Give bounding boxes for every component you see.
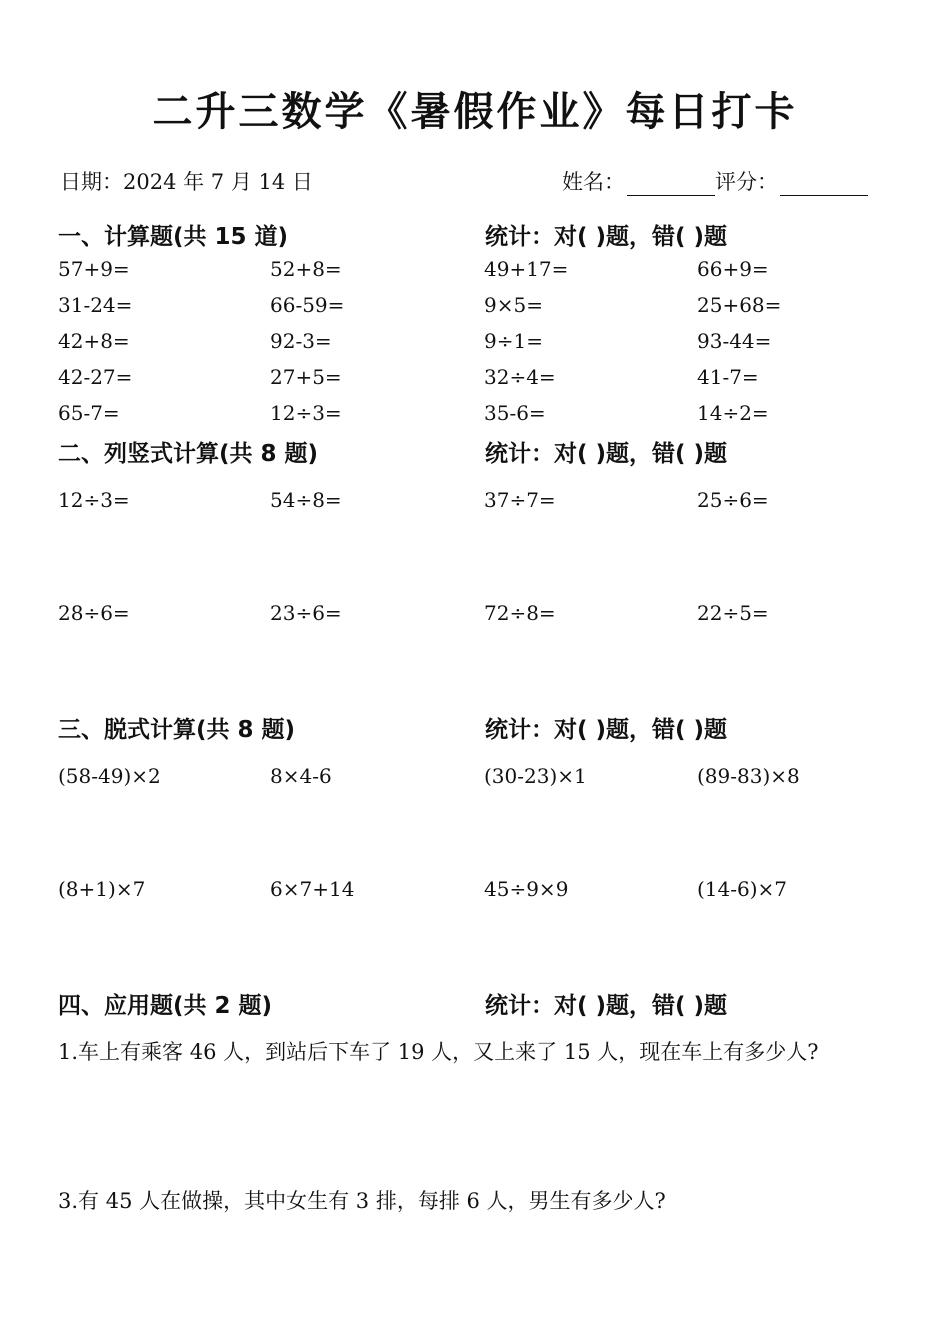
problem: 66-59= — [270, 293, 345, 317]
page-title: 二升三数学《暑假作业》每日打卡 — [152, 89, 798, 135]
score-label: 评分： — [715, 170, 778, 194]
problem: 65-7= — [58, 401, 120, 425]
problem: 42+8= — [58, 329, 130, 353]
problem: 92-3= — [270, 329, 332, 353]
problem: 49+17= — [484, 257, 569, 281]
problem: 12÷3= — [58, 488, 130, 512]
problem: 25+68= — [697, 293, 782, 317]
problem: 45÷9×9 — [484, 877, 569, 901]
problem: (8+1)×7 — [58, 877, 146, 901]
problem: 27+5= — [270, 365, 342, 389]
section-1-heading: 一、计算题(共 15 道) — [58, 224, 289, 250]
section-2-stats: 统计：对( )题，错( )题 — [485, 441, 728, 467]
problem: 31-24= — [58, 293, 133, 317]
problem: (30-23)×1 — [484, 764, 587, 788]
problem: 37÷7= — [484, 488, 556, 512]
date-value: 2024 年 7 月 14 日 — [123, 170, 313, 194]
problem: 12÷3= — [270, 401, 342, 425]
problem: 28÷6= — [58, 601, 130, 625]
section-3-heading: 三、脱式计算(共 8 题) — [58, 717, 296, 743]
problem: 57+9= — [58, 257, 130, 281]
problem: 72÷8= — [484, 601, 556, 625]
name-score-fields — [562, 166, 868, 196]
problem: (58-49)×2 — [58, 764, 161, 788]
section-1-stats: 统计：对( )题，错( )题 — [485, 224, 728, 250]
word-problem-1: 1.车上有乘客 46 人，到站后下车了 19 人，又上来了 15 人，现在车上有多少人? — [58, 1040, 819, 1064]
date-field — [60, 166, 313, 196]
section-4-heading: 四、应用题(共 2 题) — [58, 993, 273, 1019]
problem: 14÷2= — [697, 401, 769, 425]
name-label: 姓名： — [562, 170, 625, 194]
section-3-stats: 统计：对( )题，错( )题 — [485, 717, 728, 743]
problem: 6×7+14 — [270, 877, 355, 901]
date-label: 日期： — [60, 170, 123, 194]
problem: (89-83)×8 — [697, 764, 800, 788]
problem: 66+9= — [697, 257, 769, 281]
problem: 25÷6= — [697, 488, 769, 512]
problem: 93-44= — [697, 329, 772, 353]
problem: 41-7= — [697, 365, 759, 389]
problem: 54÷8= — [270, 488, 342, 512]
problem: 9÷1= — [484, 329, 543, 353]
problem: 23÷6= — [270, 601, 342, 625]
word-problem-3: 3.有 45 人在做操，其中女生有 3 排，每排 6 人，男生有多少人? — [58, 1189, 666, 1213]
problem: 32÷4= — [484, 365, 556, 389]
problem: 9×5= — [484, 293, 543, 317]
section-4-stats: 统计：对( )题，错( )题 — [485, 993, 728, 1019]
problem: 52+8= — [270, 257, 342, 281]
problem: 35-6= — [484, 401, 546, 425]
score-blank[interactable] — [780, 173, 868, 196]
problem: 42-27= — [58, 365, 133, 389]
section-2-heading: 二、列竖式计算(共 8 题) — [58, 441, 319, 467]
name-blank[interactable] — [627, 173, 715, 196]
problem: 22÷5= — [697, 601, 769, 625]
problem: 8×4-6 — [270, 764, 332, 788]
problem: (14-6)×7 — [697, 877, 788, 901]
